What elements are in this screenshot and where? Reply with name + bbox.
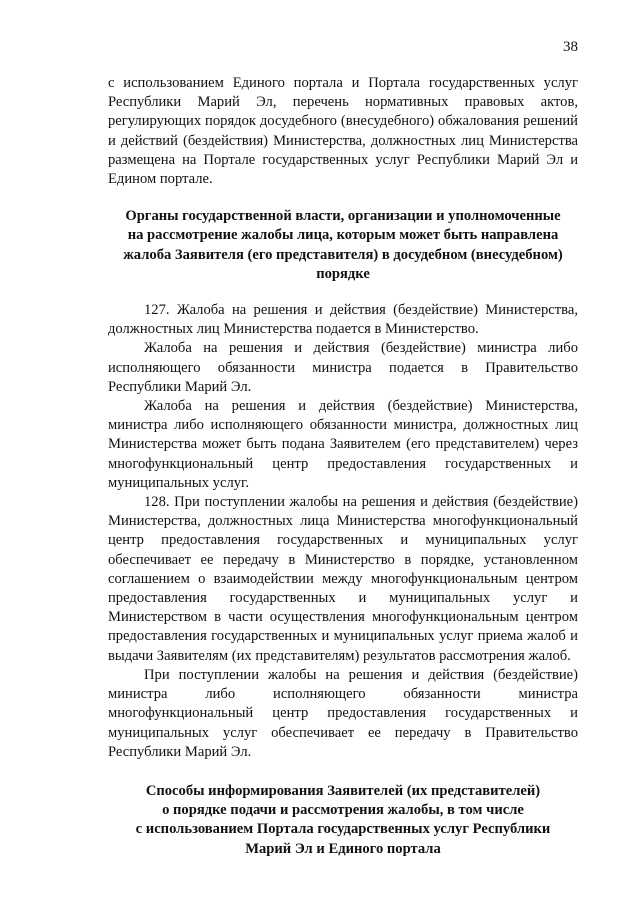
section-heading-informing-methods bbox=[108, 782, 578, 859]
heading-line: о порядке подачи и рассмотрения жалобы, в том числе bbox=[162, 802, 524, 819]
heading-line: жалоба Заявителя (его представителя) в досудебном (внесудебном) bbox=[123, 246, 563, 263]
paragraph-128: 128. При поступлении жалобы на решения и действия (бездействие) Министерства, должностных лица Министерства многофункциональный центр предоставления государственных и муниципальных услуг обеспечивает ее передачу в Министерство в порядке, установленном соглашением о взаимодействии между многофункциональным центром предоставления государственных и муниципальных услуг и Министерством в части осуществления многофункциональным центром предоставления государственных и муниципальных услуг приема жалоб и выдачи Заявителям (их представителям) результатов рассмотрения жалоб. bbox=[108, 494, 578, 664]
heading-line: с использованием Портала государственных услуг Республики bbox=[135, 821, 551, 838]
paragraph: Жалоба на решения и действия (бездействие) Министерства, министра либо исполняющего обязанности министра, должностных лиц Министерства может быть подана Заявителем (его представителем) через многофункциональный центр предоставления государственных и муниципальных услуг. bbox=[108, 398, 578, 491]
heading-line: Марий Эл и Единого портала bbox=[245, 840, 441, 857]
heading-line: на рассмотрение жалобы лица, которым может быть направлена bbox=[127, 227, 559, 244]
page-number: 38 bbox=[563, 39, 578, 55]
paragraph: Жалоба на решения и действия (бездействие) министра либо исполняющего обязанности министра подается в Правительство Республики Марий Эл. bbox=[108, 340, 578, 395]
section-heading-complaint-bodies bbox=[108, 207, 578, 284]
paragraph: При поступлении жалобы на решения и действия (бездействие) министра либо исполняющего обязанности министра многофункциональный центр предоставления государственных и муниципальных услуг обеспечивает ее передачу в Правительство Республики Марий Эл. bbox=[108, 666, 578, 760]
heading-line: порядке bbox=[316, 265, 370, 282]
heading-line: Способы информирования Заявителей (их представителей) bbox=[145, 782, 541, 799]
heading-line: Органы государственной власти, организации и уполномоченные bbox=[125, 208, 561, 225]
intro-paragraph: с использованием Единого портала и Портала государственных услуг Республики Марий Эл, перечень нормативных правовых актов, регулирующих порядок досудебного (внесудебного) обжалования решений и действий (бездействия) Министерства, должностных лиц Министерства размещена на Портале государственных услуг Республики Марий Эл и Едином портале. bbox=[108, 75, 578, 188]
paragraph-127: 127. Жалоба на решения и действия (бездействие) Министерства, должностных лиц Министерства подается в Министерство. bbox=[108, 302, 578, 338]
page-content bbox=[108, 74, 578, 859]
